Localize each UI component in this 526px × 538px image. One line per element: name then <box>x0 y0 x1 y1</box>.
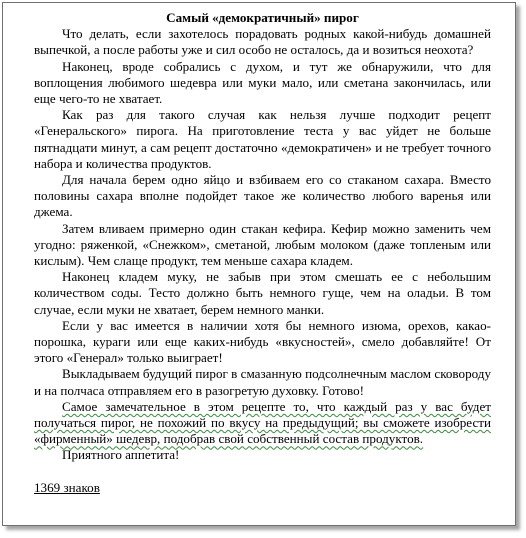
paragraph: Как раз для такого случая как нельзя лучше подходит рецепт «Генеральского» пирога. На приготовление теста у вас уйдет не больше пятнадцати минут, а сам рецепт достаточно «демократичен» и не требует точного набора и количества продуктов. <box>34 107 491 171</box>
paragraph: Что делать, если захотелось порадовать родных какой-нибудь домашней выпечкой, а после работы уже и сил особо не осталось, да и возиться неохота? <box>34 26 491 58</box>
paragraph: Наконец, вроде собрались с духом, и тут же обнаружили, что для воплощения любимого шедевра или муки мало, или сметана закончилась, или еще чего-то не хватает. <box>34 58 491 107</box>
blank-line <box>34 464 491 480</box>
paragraph-spellcheck-marked: Самое замечательное в этом рецепте то, что каждый раз у вас будет получаться пирог, не похожий по вкусу на предыдущий; вы сможете изобрести «фирменный» шедевр, подобрав свой собственный состав продуктов. <box>34 398 491 447</box>
paragraph: Если у вас имеется в наличии хотя бы немного изюма, орехов, какао-порошка, кураги или еще каких-нибудь «вкусностей», смело добавляйте! От этого «Генерал» только выиграет! <box>34 317 491 366</box>
paragraph: Наконец кладем муку, не забыв при этом смешать ее с небольшим количеством соды. Тесто должно быть немного гуще, чем на оладьи. В том случае, если муки не хватает, берем немного манки. <box>34 269 491 317</box>
paragraph: Затем вливаем примерно один стакан кефира. Кефир можно заменить чем угодно: ряженкой, «Снежком», сметаной, любым молоком (даже топленым или кислым). Чем слаще продукт, тем меньше сахара кладем. <box>34 220 491 269</box>
document-title: Самый «демократичный» пирог <box>166 10 359 25</box>
paragraph: Выкладываем будущий пирог в смазанную подсолнечным маслом сковороду и на полчаса отправляем его в разогретую духовку. Готово! <box>34 366 491 398</box>
closing-line: Приятного аппетита! <box>62 447 180 463</box>
document-page <box>2 2 516 526</box>
char-count: 1369 знаков <box>34 479 100 495</box>
paragraph: Для начала берем одно яйцо и взбиваем его со стаканом сахара. Вместо половины сахара вполне подойдет такое же количество любого варенья или джема. <box>34 172 491 220</box>
